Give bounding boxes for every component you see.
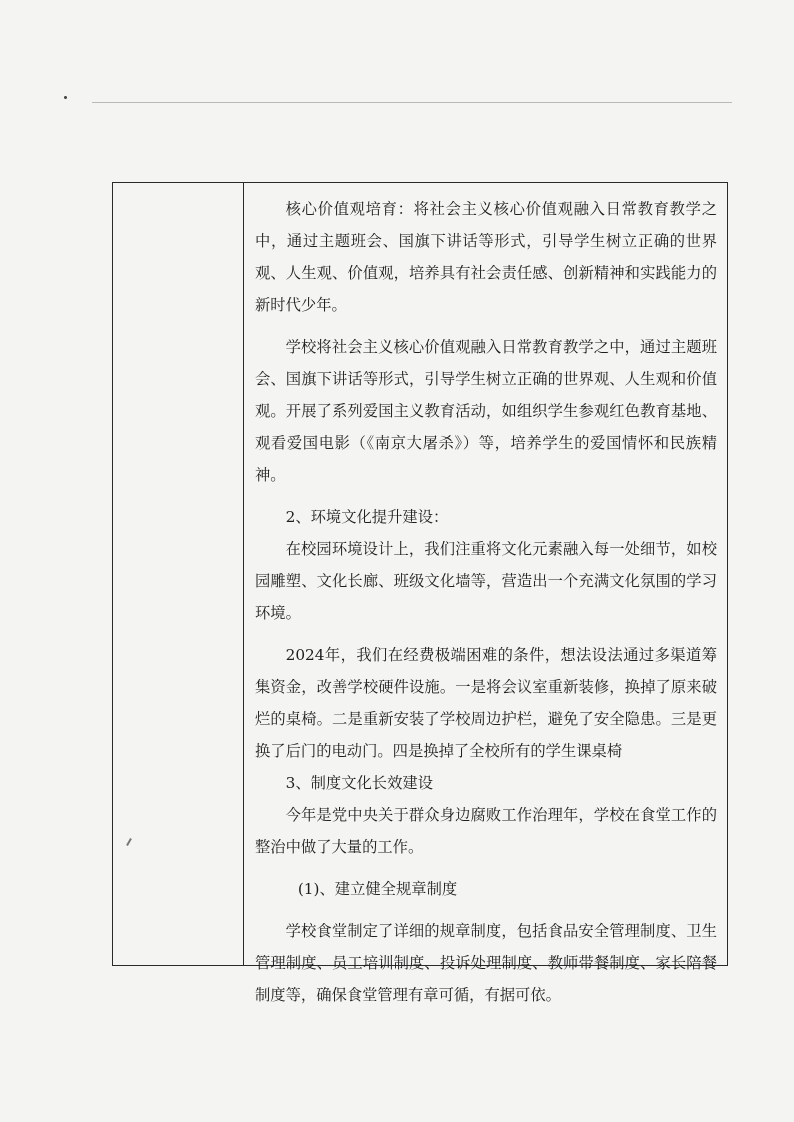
paragraph-values-practice: 学校将社会主义核心价值观融入日常教育教学之中，通过主题班会、国旗下讲话等形式，引导学生树立正确的世界观、人生观和价值观。开展了系列爱国主义教育活动，如组织学生参观红色教育基地、观看爱国电影（《南京大屠杀》）等，培养学生的爱国情怀和民族精神。 <box>255 338 717 484</box>
paragraph-canteen-work: 今年是党中央关于群众身边腐败工作治理年，学校在食堂工作的整治中做了大量的工作。 <box>255 806 717 856</box>
report-content <box>255 193 717 1011</box>
paragraph-campus-design: 在校园环境设计上，我们注重将文化元素融入每一处细节，如校园雕塑、文化长廊、班级文化墙等，营造出一个充满文化氛围的学习环境。 <box>255 540 717 622</box>
heading-system: 3、制度文化长效建设 <box>285 774 433 792</box>
scan-speck <box>64 96 67 99</box>
header-rule <box>92 102 732 103</box>
column-divider <box>243 183 244 965</box>
heading-environment: 2、环境文化提升建设： <box>285 508 449 526</box>
subheading-rules: (1)、建立健全规章制度 <box>297 880 458 898</box>
paragraph-canteen-rules: 学校食堂制定了详细的规章制度，包括食品安全管理制度、卫生管理制度、员工培训制度、投诉处理制度、教师带餐制度、家长陪餐制度等，确保食堂管理有章可循，有据可依。 <box>255 922 717 1004</box>
document-table <box>112 182 728 1004</box>
paragraph-core-values: 核心价值观培育：将社会主义核心价值观融入日常教育教学之中，通过主题班会、国旗下讲话等形式，引导学生树立正确的世界观、人生观、价值观，培养具有社会责任感、创新精神和实践能力的新时代少年。 <box>255 200 717 314</box>
paragraph-facilities-2024: 2024年，我们在经费极端困难的条件，想法设法通过多渠道筹集资金，改善学校硬件设施。一是将会议室重新装修，换掉了原来破烂的桌椅。二是重新安装了学校周边护栏，避免了安全隐患。三是更换了后门的电动门。四是换掉了全校所有的学生课桌椅 <box>255 646 717 760</box>
